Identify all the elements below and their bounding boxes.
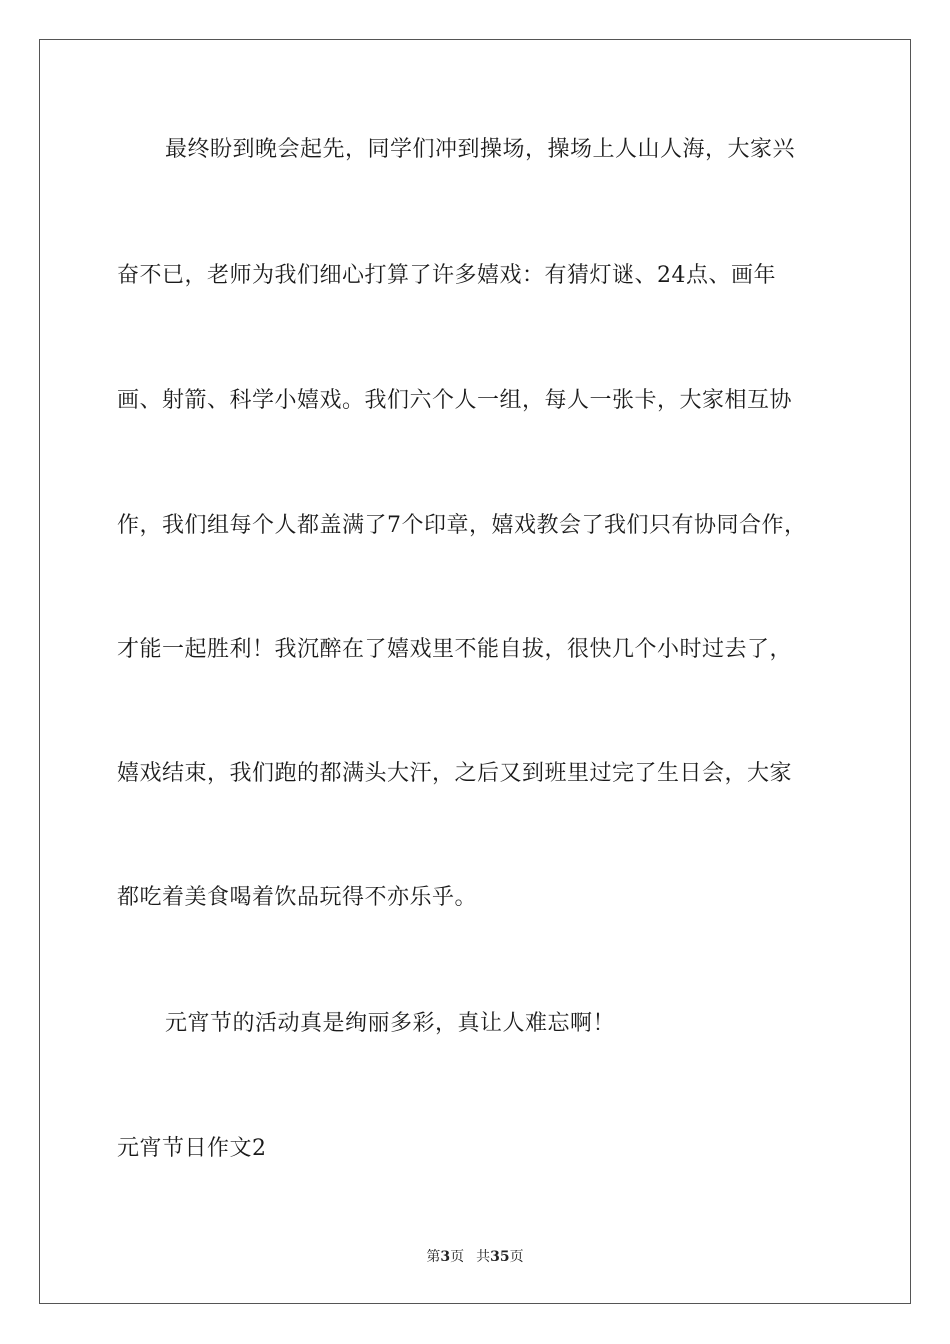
page-suffix: 页 (450, 1249, 465, 1265)
page-prefix: 第 (426, 1249, 441, 1265)
paragraph-line: 嬉戏结束，我们跑的都满头大汗，之后又到班里过完了生日会，大家 (117, 761, 793, 786)
paragraph-line: 作，我们组每个人都盖满了7个印章，嬉戏教会了我们只有协同合作， (117, 513, 807, 538)
section-heading: 元宵节日作文2 (117, 1136, 267, 1161)
paragraph-line: 都吃着美食喝着饮品玩得不亦乐乎。 (117, 885, 478, 910)
paragraph-line: 画、射箭、科学小嬉戏。我们六个人一组，每人一张卡，大家相互协 (117, 388, 793, 413)
page-border (39, 39, 911, 1304)
current-page-number: 3 (440, 1249, 451, 1265)
page-footer (0, 1248, 950, 1266)
total-suffix: 页 (509, 1249, 524, 1265)
closing-paragraph: 元宵节的活动真是绚丽多彩，真让人难忘啊！ (165, 1011, 616, 1036)
total-prefix: 共 (476, 1249, 491, 1265)
paragraph-line: 最终盼到晚会起先，同学们冲到操场，操场上人山人海，大家兴 (165, 137, 796, 162)
paragraph-line: 奋不已，老师为我们细心打算了许多嬉戏：有猜灯谜、24点、画年 (117, 263, 776, 288)
total-page-count: 35 (490, 1249, 510, 1265)
paragraph-line: 才能一起胜利！我沉醉在了嬉戏里不能自拔，很快几个小时过去了， (117, 637, 793, 662)
